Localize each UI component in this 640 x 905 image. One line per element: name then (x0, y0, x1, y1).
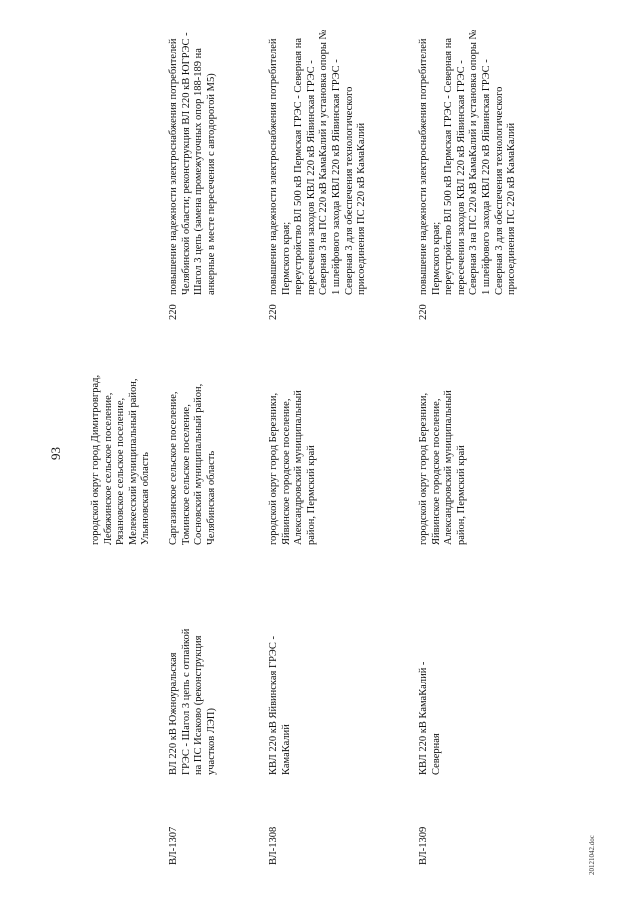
row-voltage-cell: 220 (418, 304, 429, 320)
page-number: 93 (48, 447, 63, 460)
row-description-cell: повышение надежности электроснабжения потребителей Пермского края; переустройство ВЛ 500 кВ Пермская ГРЭС - Северная на пересечении заходов КВЛ 220 кВ Яйвинская ГРЭС - Северная 3 на ПС 220 кВ КамаКалий и установка опоры № 1 шлейфового захода КВЛ 220 кВ Яйвинская ГРЭС - Северная 3 для обеспечения технологического присоединения ПС 220 кВ КамаКалий (268, 29, 368, 295)
row-territory-cell: городской округ город Березники, Яйвинское городское поселение, Александровский муниципальный район, Пермский край (268, 390, 317, 545)
row-voltage-cell: 220 (168, 304, 179, 320)
row-description-cell: повышение надежности электроснабжения потребителей Челябинской области; реконструкция ВЛ 220 кВ ЮГРЭС - Шагол 3 цепь (замена промежуточных опор 188-189 на анкерные в месте пересечения с автодорогой М5) (168, 32, 217, 295)
continued-territory-cell: городской округ город Димитровград, Лебяжинское сельское поселение, Рязановское сельское поселение, Мелекесский муниципальный район, Ульяновская область (90, 374, 152, 545)
row-name-cell: КВЛ 220 кВ КамаКалий - Северная (418, 661, 442, 775)
row-id-cell: ВЛ-1307 (168, 826, 179, 865)
row-name-cell: ВЛ 220 кВ Южноуральская ГРЭС - Шагол 3 цепь с отпайкой на ПС Исаково (реконструкция участков ЛЭП) (168, 628, 217, 775)
document-filename: 20121042.doc (588, 835, 596, 875)
row-description-cell: повышение надежности электроснабжения потребителей Пермского края; переустройство ВЛ 500 кВ Пермская ГРЭС - Северная на пересечении заходов КВЛ 220 кВ Яйвинская ГРЭС - Северная 3 на ПС 220 кВ КамаКалий и установка опоры № 1 шлейфового захода КВЛ 220 кВ Яйвинская ГРЭС - Северная 3 для обеспечения технологического присоединения ПС 220 кВ КамаКалий (418, 29, 518, 295)
row-name-cell: КВЛ 220 кВ Яйвинская ГРЭС - КамаКалий (268, 636, 292, 775)
row-territory-cell: городской округ город Березники, Яйвинское городское поселение, Александровский муниципальный район, Пермский край (418, 390, 467, 545)
row-territory-cell: Саргазинское сельское поселение, Томинское сельское поселение, Сосновский муниципальный район, Челябинская область (168, 383, 217, 545)
row-voltage-cell: 220 (268, 304, 279, 320)
row-id-cell: ВЛ-1308 (268, 826, 279, 865)
row-id-cell: ВЛ-1309 (418, 826, 429, 865)
